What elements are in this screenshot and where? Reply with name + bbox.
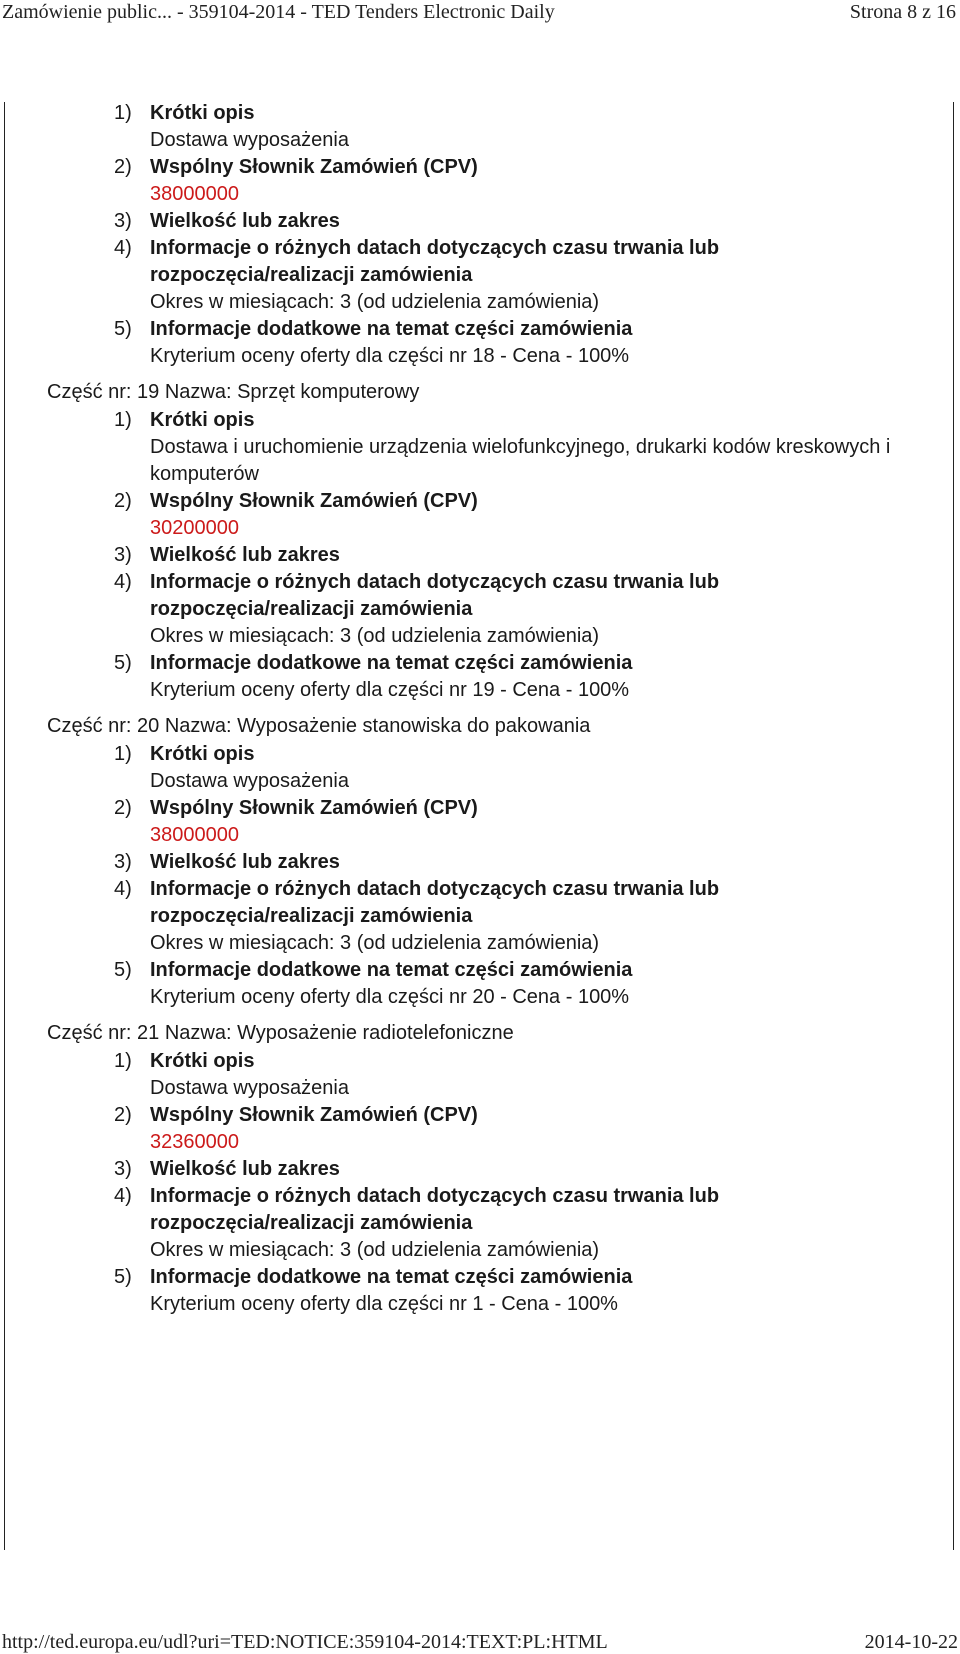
print-date: 2014-10-22 [864, 1631, 958, 1653]
item-heading: Wspólny Słownik Zamówień (CPV) [150, 1104, 478, 1126]
item-description: Dostawa wyposażenia [150, 129, 349, 151]
item-number: 1) [114, 743, 132, 765]
cpv-code: 30200000 [150, 517, 239, 539]
part-title: Część nr: 19 Nazwa: Sprzęt komputerowy [47, 381, 420, 403]
item-scope [0, 1156, 960, 1183]
item-heading: Informacje o różnych datach dotyczących czasu trwania lub rozpoczęcia/realizacji zamówienia [150, 237, 720, 286]
item-number: 4) [114, 571, 132, 593]
duration-text: Okres w miesiącach: 3 (od udzielenia zamówienia) [150, 1239, 600, 1261]
item-number: 2) [114, 1104, 132, 1126]
item-heading: Wielkość lub zakres [150, 210, 340, 232]
item-heading: Wspólny Słownik Zamówień (CPV) [150, 490, 478, 512]
source-url[interactable]: http://ted.europa.eu/udl?uri=TED:NOTICE:359104-2014:TEXT:PL:HTML [2, 1631, 608, 1653]
item-number: 2) [114, 490, 132, 512]
part-20 [0, 713, 960, 1011]
item-heading: Informacje dodatkowe na temat części zamówienia [150, 318, 633, 340]
item-number: 4) [114, 1185, 132, 1207]
item-cpv [0, 154, 960, 208]
criterion-text: Kryterium oceny oferty dla części nr 19 - Cena - 100% [150, 679, 630, 701]
item-number: 5) [114, 959, 132, 981]
item-number: 1) [114, 1050, 132, 1072]
item-heading: Krótki opis [150, 743, 255, 765]
item-additional-info [0, 957, 960, 1011]
item-short-description [0, 741, 960, 795]
cpv-code: 32360000 [150, 1131, 239, 1153]
item-heading: Informacje dodatkowe na temat części zamówienia [150, 652, 633, 674]
cpv-code: 38000000 [150, 824, 239, 846]
notice-content [0, 100, 960, 1318]
item-dates [0, 876, 960, 957]
item-number: 5) [114, 318, 132, 340]
criterion-text: Kryterium oceny oferty dla części nr 1 - Cena - 100% [150, 1293, 618, 1315]
item-number: 2) [114, 156, 132, 178]
item-heading: Krótki opis [150, 1050, 255, 1072]
item-additional-info [0, 316, 960, 370]
item-number: 1) [114, 102, 132, 124]
item-number: 3) [114, 851, 132, 873]
document-title: Zamówienie public... - 359104-2014 - TED Tenders Electronic Daily [2, 1, 555, 23]
criterion-text: Kryterium oceny oferty dla części nr 18 - Cena - 100% [150, 345, 630, 367]
item-short-description [0, 100, 960, 154]
item-scope [0, 208, 960, 235]
item-number: 5) [114, 1266, 132, 1288]
item-scope [0, 849, 960, 876]
item-heading: Informacje dodatkowe na temat części zamówienia [150, 959, 633, 981]
part-19 [0, 379, 960, 704]
item-number: 4) [114, 237, 132, 259]
page-header [0, 0, 960, 26]
part-21 [0, 1020, 960, 1318]
item-number: 2) [114, 797, 132, 819]
duration-text: Okres w miesiącach: 3 (od udzielenia zamówienia) [150, 932, 600, 954]
item-heading: Informacje o różnych datach dotyczących czasu trwania lub rozpoczęcia/realizacji zamówienia [150, 878, 720, 927]
duration-text: Okres w miesiącach: 3 (od udzielenia zamówienia) [150, 291, 600, 313]
page-number: Strona 8 z 16 [849, 1, 956, 23]
item-number: 3) [114, 1158, 132, 1180]
item-cpv [0, 488, 960, 542]
item-number: 5) [114, 652, 132, 674]
item-number: 3) [114, 210, 132, 232]
item-cpv [0, 795, 960, 849]
item-heading: Informacje o różnych datach dotyczących czasu trwania lub rozpoczęcia/realizacji zamówienia [150, 571, 720, 620]
item-heading: Wielkość lub zakres [150, 851, 340, 873]
item-heading: Informacje o różnych datach dotyczących czasu trwania lub rozpoczęcia/realizacji zamówienia [150, 1185, 720, 1234]
item-heading: Wspólny Słownik Zamówień (CPV) [150, 156, 478, 178]
item-additional-info [0, 1264, 960, 1318]
page-footer [0, 1630, 960, 1654]
item-scope [0, 542, 960, 569]
item-number: 1) [114, 409, 132, 431]
item-short-description [0, 407, 960, 488]
item-dates [0, 1183, 960, 1264]
part-title: Część nr: 20 Nazwa: Wyposażenie stanowiska do pakowania [47, 715, 591, 737]
item-number: 4) [114, 878, 132, 900]
item-description: Dostawa wyposażenia [150, 1077, 349, 1099]
item-heading: Krótki opis [150, 409, 255, 431]
cpv-code: 38000000 [150, 183, 239, 205]
item-description: Dostawa wyposażenia [150, 770, 349, 792]
item-heading: Informacje dodatkowe na temat części zamówienia [150, 1266, 633, 1288]
item-short-description [0, 1048, 960, 1102]
item-cpv [0, 1102, 960, 1156]
item-dates [0, 569, 960, 650]
part-18 [0, 100, 960, 370]
duration-text: Okres w miesiącach: 3 (od udzielenia zamówienia) [150, 625, 600, 647]
item-heading: Wielkość lub zakres [150, 1158, 340, 1180]
item-description: Dostawa i uruchomienie urządzenia wielofunkcyjnego, drukarki kodów kreskowych i komputerów [150, 436, 891, 485]
item-heading: Krótki opis [150, 102, 255, 124]
item-additional-info [0, 650, 960, 704]
item-number: 3) [114, 544, 132, 566]
part-title: Część nr: 21 Nazwa: Wyposażenie radiotelefoniczne [47, 1022, 514, 1044]
item-heading: Wspólny Słownik Zamówień (CPV) [150, 797, 478, 819]
criterion-text: Kryterium oceny oferty dla części nr 20 - Cena - 100% [150, 986, 630, 1008]
item-dates [0, 235, 960, 316]
item-heading: Wielkość lub zakres [150, 544, 340, 566]
